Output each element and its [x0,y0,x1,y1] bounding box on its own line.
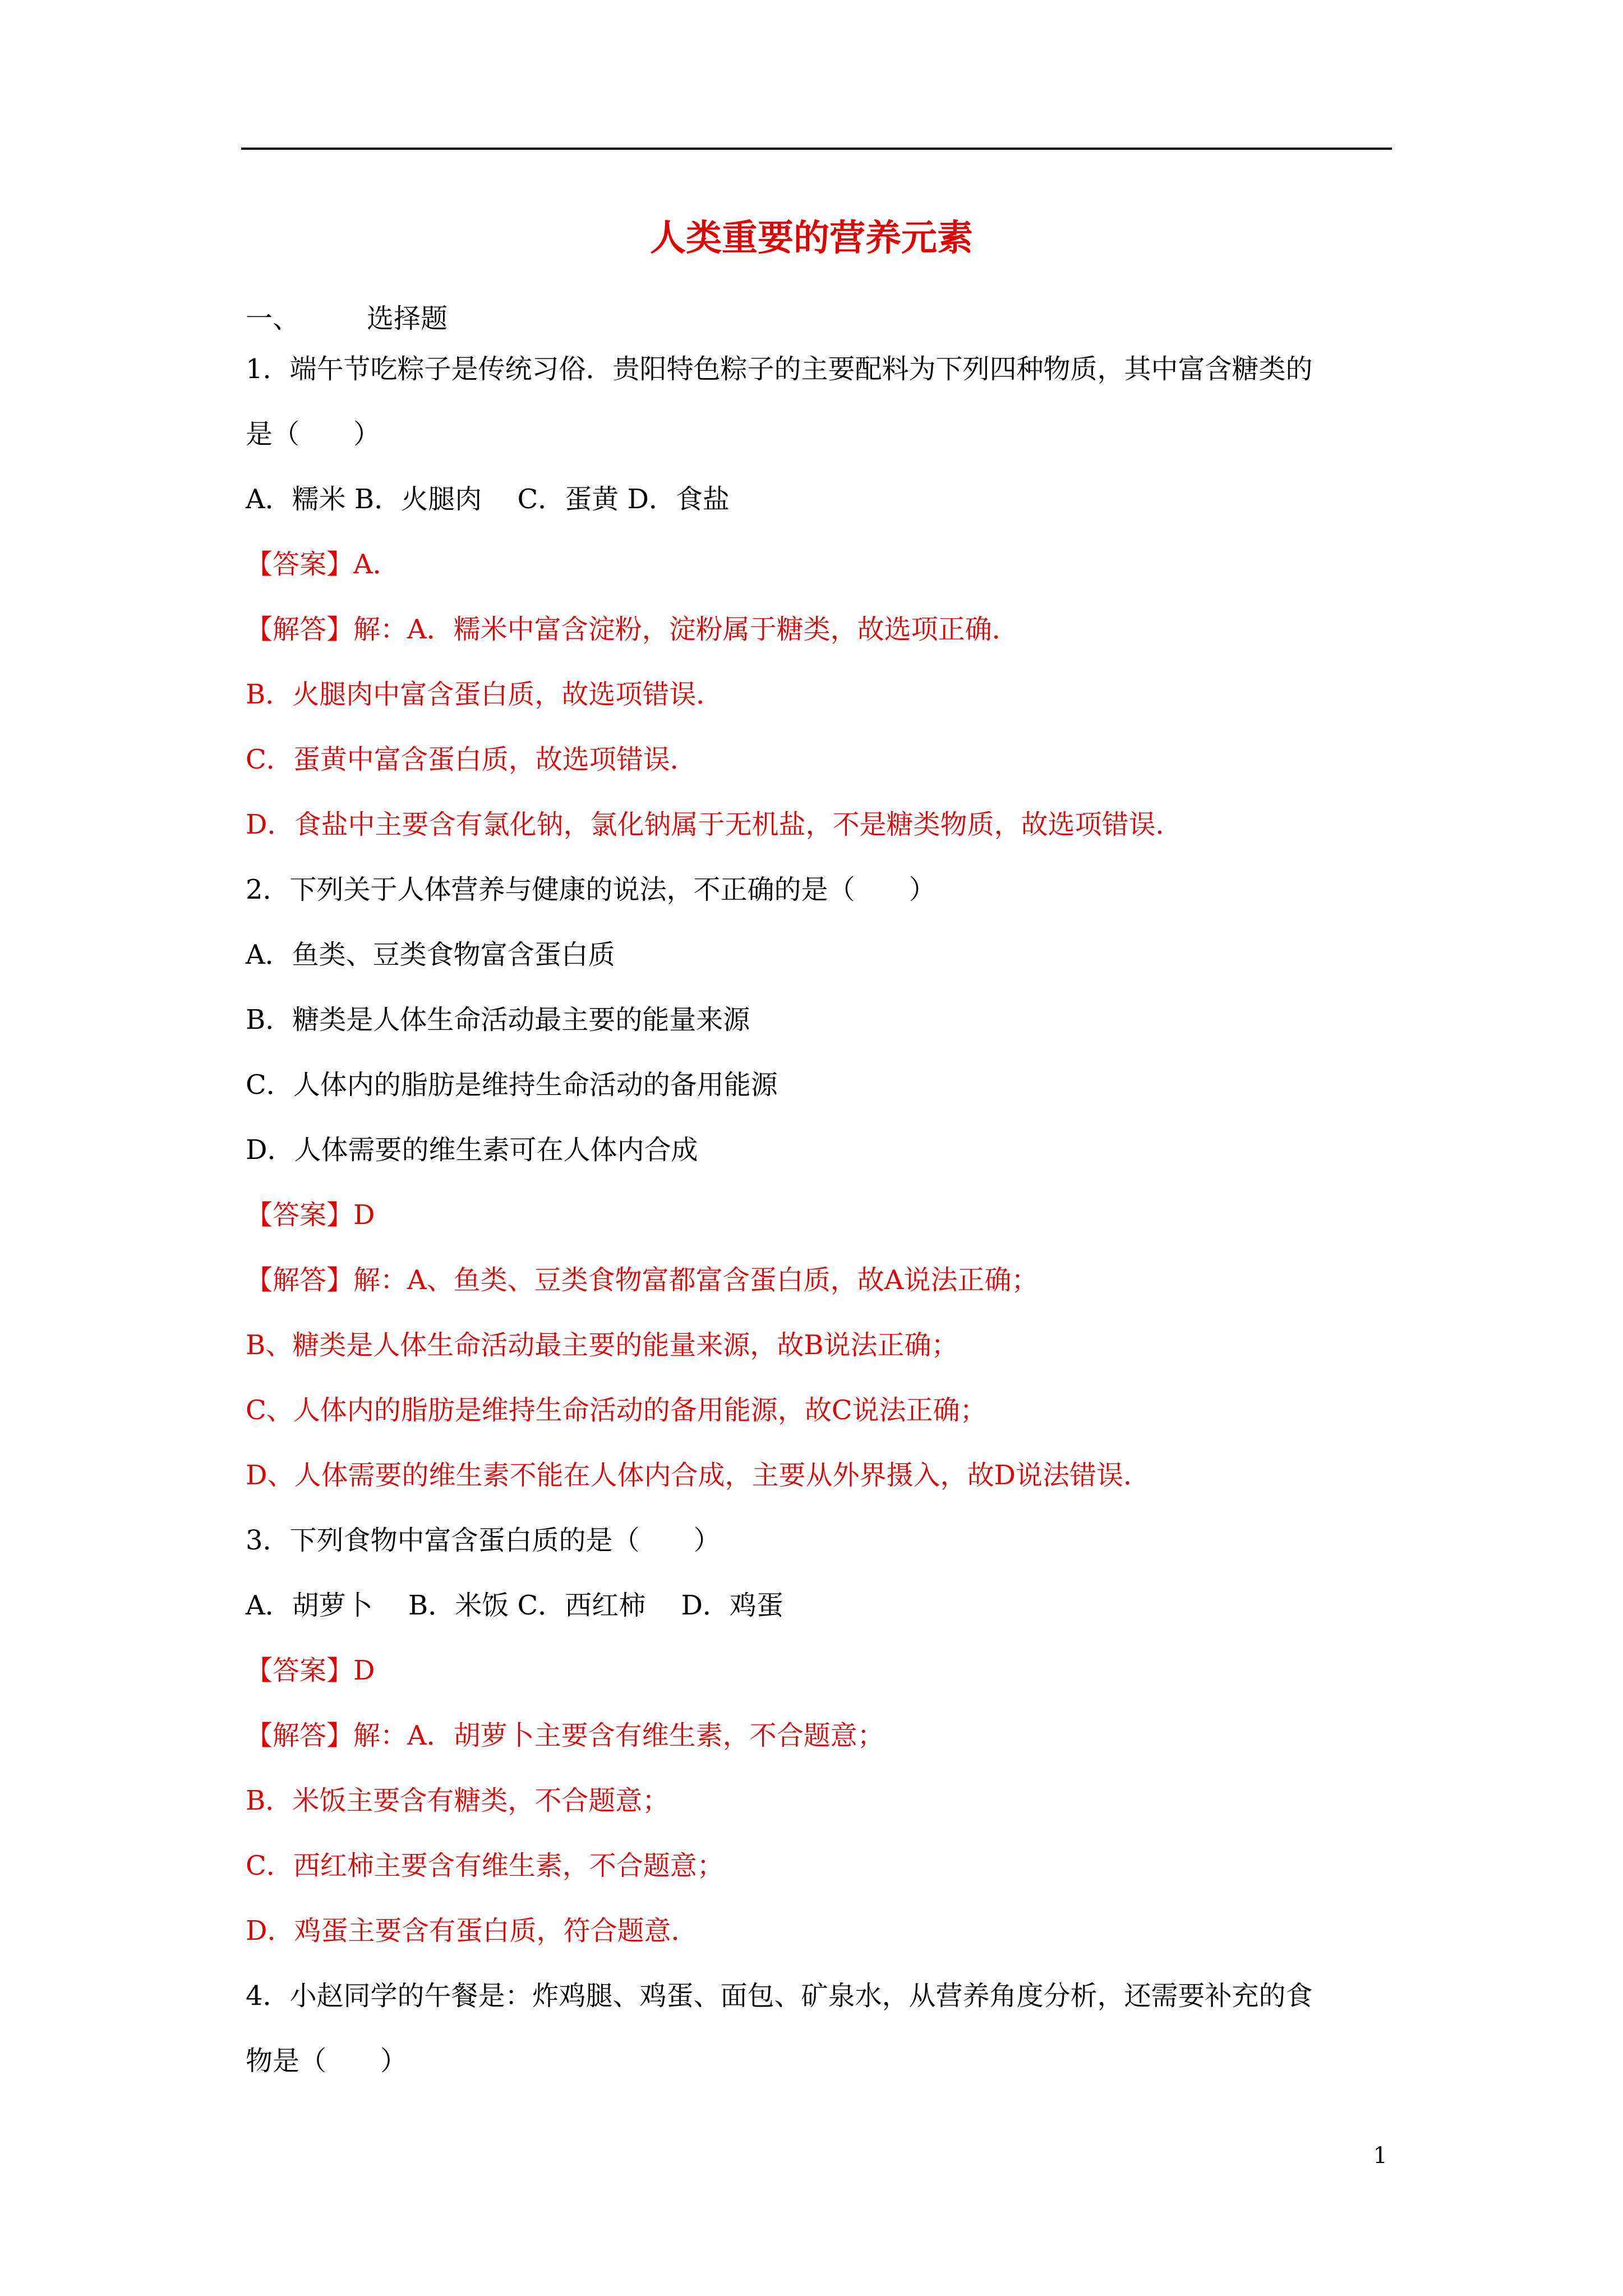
answer-line: 【答案】D [246,1655,375,1686]
question-line: B．糖类是人体生命活动最主要的能量来源 [246,1004,750,1036]
answer-line: D．食盐中主要含有氯化钠，氯化钠属于无机盐，不是糖类物质，故选项错误． [246,809,1183,840]
answer-line: B．火腿肉中富含蛋白质，故选项错误． [246,679,723,710]
answer-line: B、糖类是人体生命活动最主要的能量来源，故B说法正确； [246,1329,958,1361]
question-line: A．糯米 B．火腿肉 C．蛋黄 D．食盐 [246,484,730,515]
answer-line: 【解答】解：A．糯米中富含淀粉，淀粉属于糖类，故选项正确． [246,614,1019,645]
answer-line: D．鸡蛋主要含有蛋白质，符合题意． [246,1915,698,1947]
question-line: 4．小赵同学的午餐是：炸鸡腿、鸡蛋、面包、矿泉水，从营养角度分析，还需要补充的食 [246,1980,1313,2012]
section-heading [246,296,448,341]
answer-line: C．蛋黄中富含蛋白质，故选项错误． [246,744,697,775]
document-title: 人类重要的营养元素 [650,217,973,259]
question-line: D．人体需要的维生素可在人体内合成 [246,1134,698,1166]
answer-line: 【答案】A． [246,549,400,580]
question-line: C．人体内的脂肪是维持生命活动的备用能源 [246,1069,778,1101]
answer-line: B．米饭主要含有糖类，不合题意； [246,1785,670,1816]
answer-line: 【解答】解：A、鱼类、豆类食物富都富含蛋白质，故A说法正确； [246,1264,1039,1296]
question-line: A．鱼类、豆类食物富含蛋白质 [246,939,615,970]
answer-line: D、人体需要的维生素不能在人体内合成，主要从外界摄入，故D说法错误． [246,1460,1150,1491]
page-number: 1 [1373,2143,1387,2169]
section-label: 选择题 [367,303,448,334]
question-line: A．胡萝卜 B．米饭 C．西红柿 D．鸡蛋 [246,1590,783,1621]
question-line: 2．下列关于人体营养与健康的说法，不正确的是（ ） [246,874,936,905]
header-rule [241,148,1392,150]
answer-line: C．西红柿主要含有维生素，不合题意； [246,1850,724,1881]
answer-line: 【答案】D [246,1199,375,1231]
section-number: 一、 [246,303,300,334]
question-line: 是（ ） [246,418,381,450]
answer-line: 【解答】解：A．胡萝卜主要含有维生素，不合题意； [246,1720,884,1751]
question-line: 物是（ ） [246,2045,408,2077]
answer-line: C、人体内的脂肪是维持生命活动的备用能源，故C说法正确； [246,1395,987,1426]
question-line: 3．下列食物中富含蛋白质的是（ ） [246,1525,721,1556]
question-line: 1．端午节吃粽子是传统习俗．贵阳特色粽子的主要配料为下列四种物质，其中富含糖类的 [246,353,1313,385]
